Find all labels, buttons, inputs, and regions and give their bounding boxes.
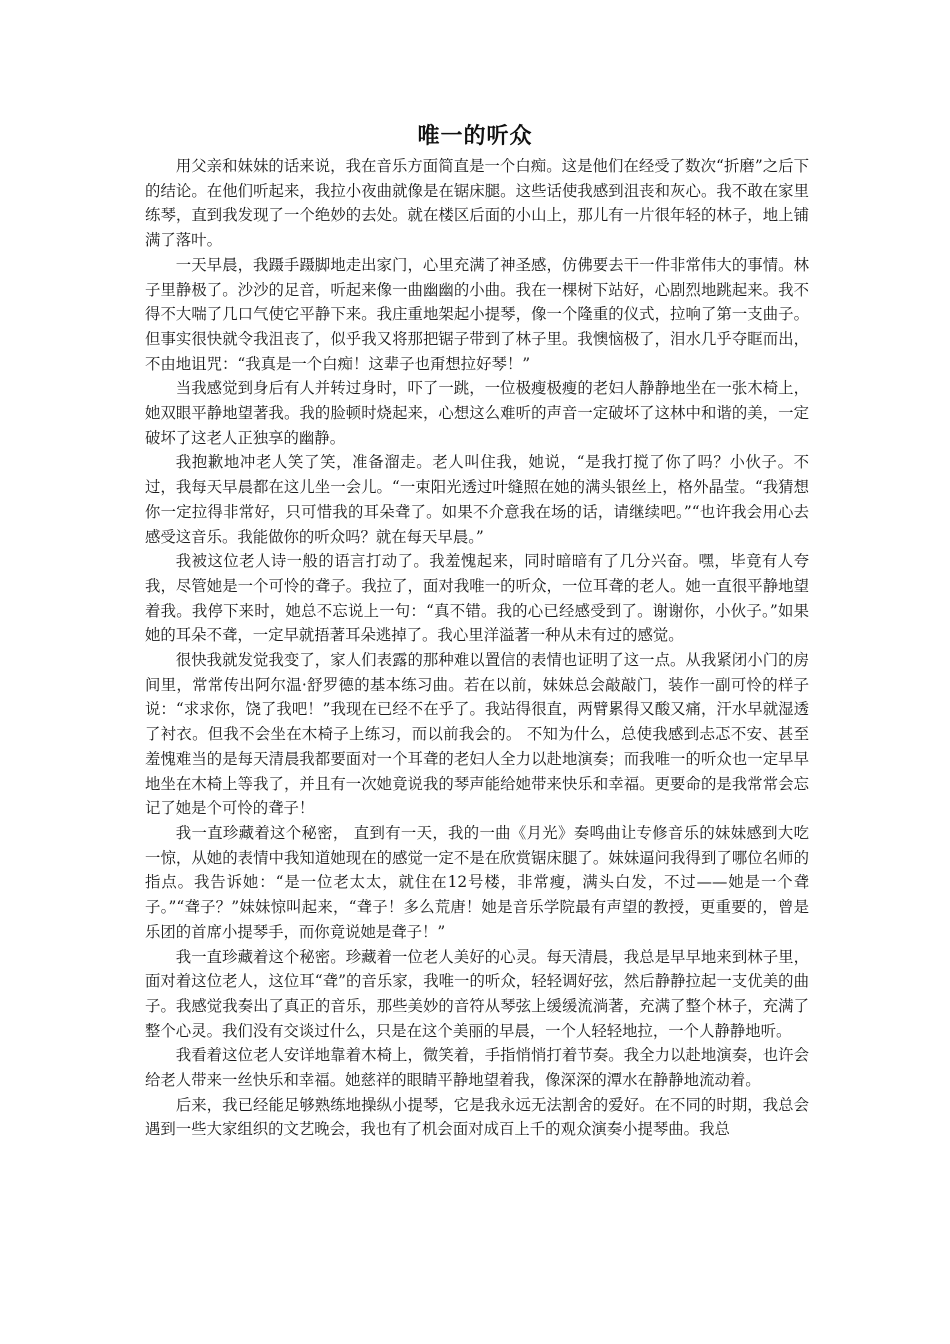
paragraph: 后来，我已经能足够熟练地操纵小提琴，它是我永远无法割舍的爱好。在不同的时期，我总会遇到一些大家组织的文艺晚会，我也有了机会面对成百上千的观众演奏小提琴曲。我总 bbox=[145, 1095, 809, 1139]
paragraph: 我一直珍藏着这个秘密。珍藏着一位老人美好的心灵。每天清晨，我总是早早地来到林子里，面对着这位老人，这位耳“聋”的音乐家，我唯一的听众，轻轻调好弦，然后静静拉起一支优美的曲子。我感觉我奏出了真正的音乐，那些美妙的音符从琴弦上缓缓流淌著，充满了整个林子，充满了整个心灵。我们没有交谈过什么，只是在这个美丽的早晨，一个人轻轻地拉，一个人静静地听。 bbox=[145, 947, 809, 1040]
article-body bbox=[145, 154, 809, 1142]
paragraph: 我一直珍藏着这个秘密， 直到有一天，我的一曲《月光》奏鸣曲让专修音乐的妹妹感到大吃一惊，从她的表情中我知道她现在的感觉一定不是在欣赏锯床腿了。妹妹逼问我得到了哪位名师的指点。我告诉她：“是一位老太太，就住在12号楼，非常瘦，满头白发，不过——她是一个聋子。”“聋子？”妹妹惊叫起来，“聋子！多么荒唐！她是音乐学院最有声望的教授，更重要的，曾是乐团的首席小提琴手，而你竟说她是聋子！” bbox=[145, 823, 809, 941]
paragraph: 当我感觉到身后有人并转过身时，吓了一跳，一位极瘦极瘦的老妇人静静地坐在一张木椅上，她双眼平静地望著我。我的脸顿时烧起来，心想这么难听的声音一定破坏了这林中和谐的美，一定破坏了这老人正独享的幽静。 bbox=[145, 379, 809, 447]
paragraph: 我被这位老人诗一般的语言打动了。我羞愧起来，同时暗暗有了几分兴奋。嘿，毕竟有人夸我，尽管她是一个可怜的聋子。我拉了，面对我唯一的听众，一位耳聋的老人。她一直很平静地望着我。我停下来时，她总不忘说上一句：“真不错。我的心已经感受到了。谢谢你，小伙子。”如果她的耳朵不聋，一定早就捂著耳朵逃掉了。我心里洋溢著一种从未有过的感觉。 bbox=[145, 552, 809, 645]
page-title: 唯一的听众 bbox=[417, 124, 533, 149]
paragraph: 用父亲和妹妹的话来说，我在音乐方面简直是一个白痴。这是他们在经受了数次“折磨”之后下的结论。在他们听起来，我拉小夜曲就像是在锯床腿。这些话使我感到沮丧和灰心。我不敢在家里练琴，直到我发现了一个绝妙的去处。就在楼区后面的小山上，那儿有一片很年轻的林子，地上铺满了落叶。 bbox=[145, 157, 809, 250]
paragraph: 我看着这位老人安详地靠着木椅上，微笑着，手指悄悄打着节奏。我全力以赴地演奏，也许会给老人带来一丝快乐和幸福。她慈祥的眼睛平静地望着我，像深深的潭水在静静地流动着。 bbox=[145, 1046, 809, 1090]
paragraph: 一天早晨，我蹑手蹑脚地走出家门，心里充满了神圣感，仿佛要去干一件非常伟大的事情。林子里静极了。沙沙的足音，听起来像一曲幽幽的小曲。我在一棵树下站好，心剧烈地跳起来。我不得不大喘了几口气使它平静下来。我庄重地架起小提琴，像一个隆重的仪式，拉响了第一支曲子。但事实很快就令我沮丧了，似乎我又将那把锯子带到了林子里。我懊恼极了，泪水几乎夺眶而出，不由地诅咒：“我真是一个白痴！这辈子也甭想拉好琴！” bbox=[145, 255, 809, 373]
paragraph: 我抱歉地冲老人笑了笑，准备溜走。老人叫住我，她说，“是我打搅了你了吗？小伙子。不过，我每天早晨都在这儿坐一会儿。“一束阳光透过叶缝照在她的满头银丝上，格外晶莹。“我猜想你一定拉得非常好，只可惜我的耳朵聋了。如果不介意我在场的话，请继续吧。”“也许我会用心去感受这音乐。我能做你的听众吗？就在每天早晨。” bbox=[145, 453, 809, 546]
paragraph: 很快我就发觉我变了，家人们表露的那种难以置信的表情也证明了这一点。从我紧闭小门的房间里，常常传出阿尔温·舒罗德的基本练习曲。若在以前，妹妹总会敲敲门，装作一副可怜的样子说：“求求你，饶了我吧！”我现在已经不在乎了。我站得很直，两臂累得又酸又痛，汗水早就湿透了衬衣。但我不会坐在木椅子上练习，而以前我会的。 不知为什么，总使我感到忐忑不安、甚至羞愧难当的是每天清晨我都要面对一个耳聋的老妇人全力以赴地演奏；而我唯一的听众也一定早早地坐在木椅上等我了，并且有一次她竟说我的琴声能给她带来快乐和幸福。更要命的是我常常会忘记了她是个可怜的聋子！ bbox=[145, 651, 809, 818]
